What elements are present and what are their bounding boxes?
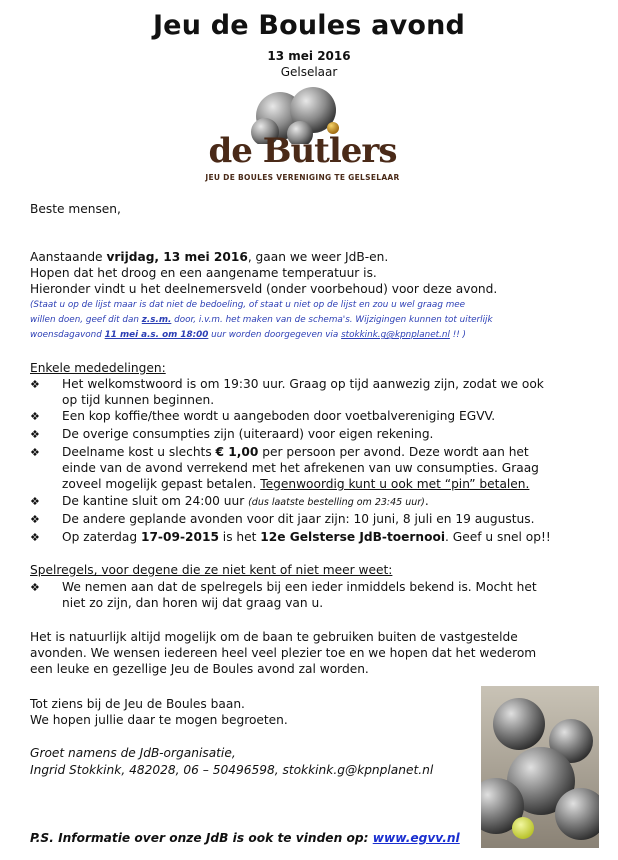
rules-heading: Spelregels, voor degene die ze niet kent of niet meer weet: — [30, 563, 393, 577]
closing-line-3: een leuke en gezellige Jeu de Boules avond zal worden. — [30, 662, 369, 676]
note-line-1: (Staat u op de lijst maar is dat niet de bedoeling, of staat u niet op de lijst en zou u wel graag mee — [30, 300, 466, 310]
ps-line: P.S. Informatie over onze JdB is ook te vinden op: www.egvv.nl — [30, 831, 460, 845]
bullet-icon: ❖ — [30, 428, 40, 441]
closing-line-2: avonden. We wensen iedereen heel veel plezier toe en we hopen dat het wederom — [30, 646, 537, 660]
announcements-heading: Enkele mededelingen: — [30, 361, 166, 375]
bullet-icon: ❖ — [30, 495, 40, 508]
bullet-icon: ❖ — [30, 378, 40, 391]
page-title: Jeu de Boules avond — [152, 10, 466, 41]
club-logo — [205, 84, 400, 184]
event-date: 13 mei 2016 — [267, 49, 351, 63]
logo-subtitle: JEU DE BOULES VERENIGING TE GELSELAAR — [205, 173, 400, 182]
farewell-line-2: We hopen jullie daar te mogen begroeten. — [30, 713, 288, 727]
intro-line-1: Aanstaande vrijdag, 13 mei 2016, gaan we weer JdB-en. — [30, 250, 389, 264]
bullet-icon: ❖ — [30, 581, 40, 594]
note-line-2: willen doen, geef dit dan z.s.m. door, i.v.m. het maken van de schema's. Wijzigingen kunnen tot uiterlijk — [30, 315, 493, 325]
logo-name: de Butlers — [208, 131, 397, 171]
greeting: Beste mensen, — [30, 202, 121, 216]
email-link[interactable]: stokkink.g@kpnplanet.nl — [341, 330, 450, 340]
bullet-icon: ❖ — [30, 410, 40, 423]
website-link[interactable]: www.egvv.nl — [372, 831, 460, 845]
signature-line-1: Groet namens de JdB-organisatie, — [30, 746, 236, 760]
note-line-3: woensdagavond 11 mei a.s. om 18:00 uur worden doorgegeven via stokkink.g@kpnplanet.nl !! ) — [30, 330, 466, 340]
bullet-icon: ❖ — [30, 446, 40, 459]
bullet-icon: ❖ — [30, 513, 40, 526]
closing-line-1: Het is natuurlijk altijd mogelijk om de baan te gebruiken buiten de vastgestelde — [30, 630, 518, 644]
boules-photo — [481, 686, 599, 848]
bullet-icon: ❖ — [30, 531, 40, 544]
signature-line-2: Ingrid Stokkink, 482028, 06 – 50496598, stokkink.g@kpnplanet.nl — [30, 763, 434, 777]
farewell-line-1: Tot ziens bij de Jeu de Boules baan. — [30, 697, 245, 711]
intro-line-2: Hopen dat het droog en een aangename temperatuur is. — [30, 266, 377, 280]
intro-line-3: Hieronder vindt u het deelnemersveld (onder voorbehoud) voor deze avond. — [30, 282, 498, 296]
boules-photo-graphic — [481, 686, 599, 848]
event-place: Gelselaar — [280, 65, 338, 79]
